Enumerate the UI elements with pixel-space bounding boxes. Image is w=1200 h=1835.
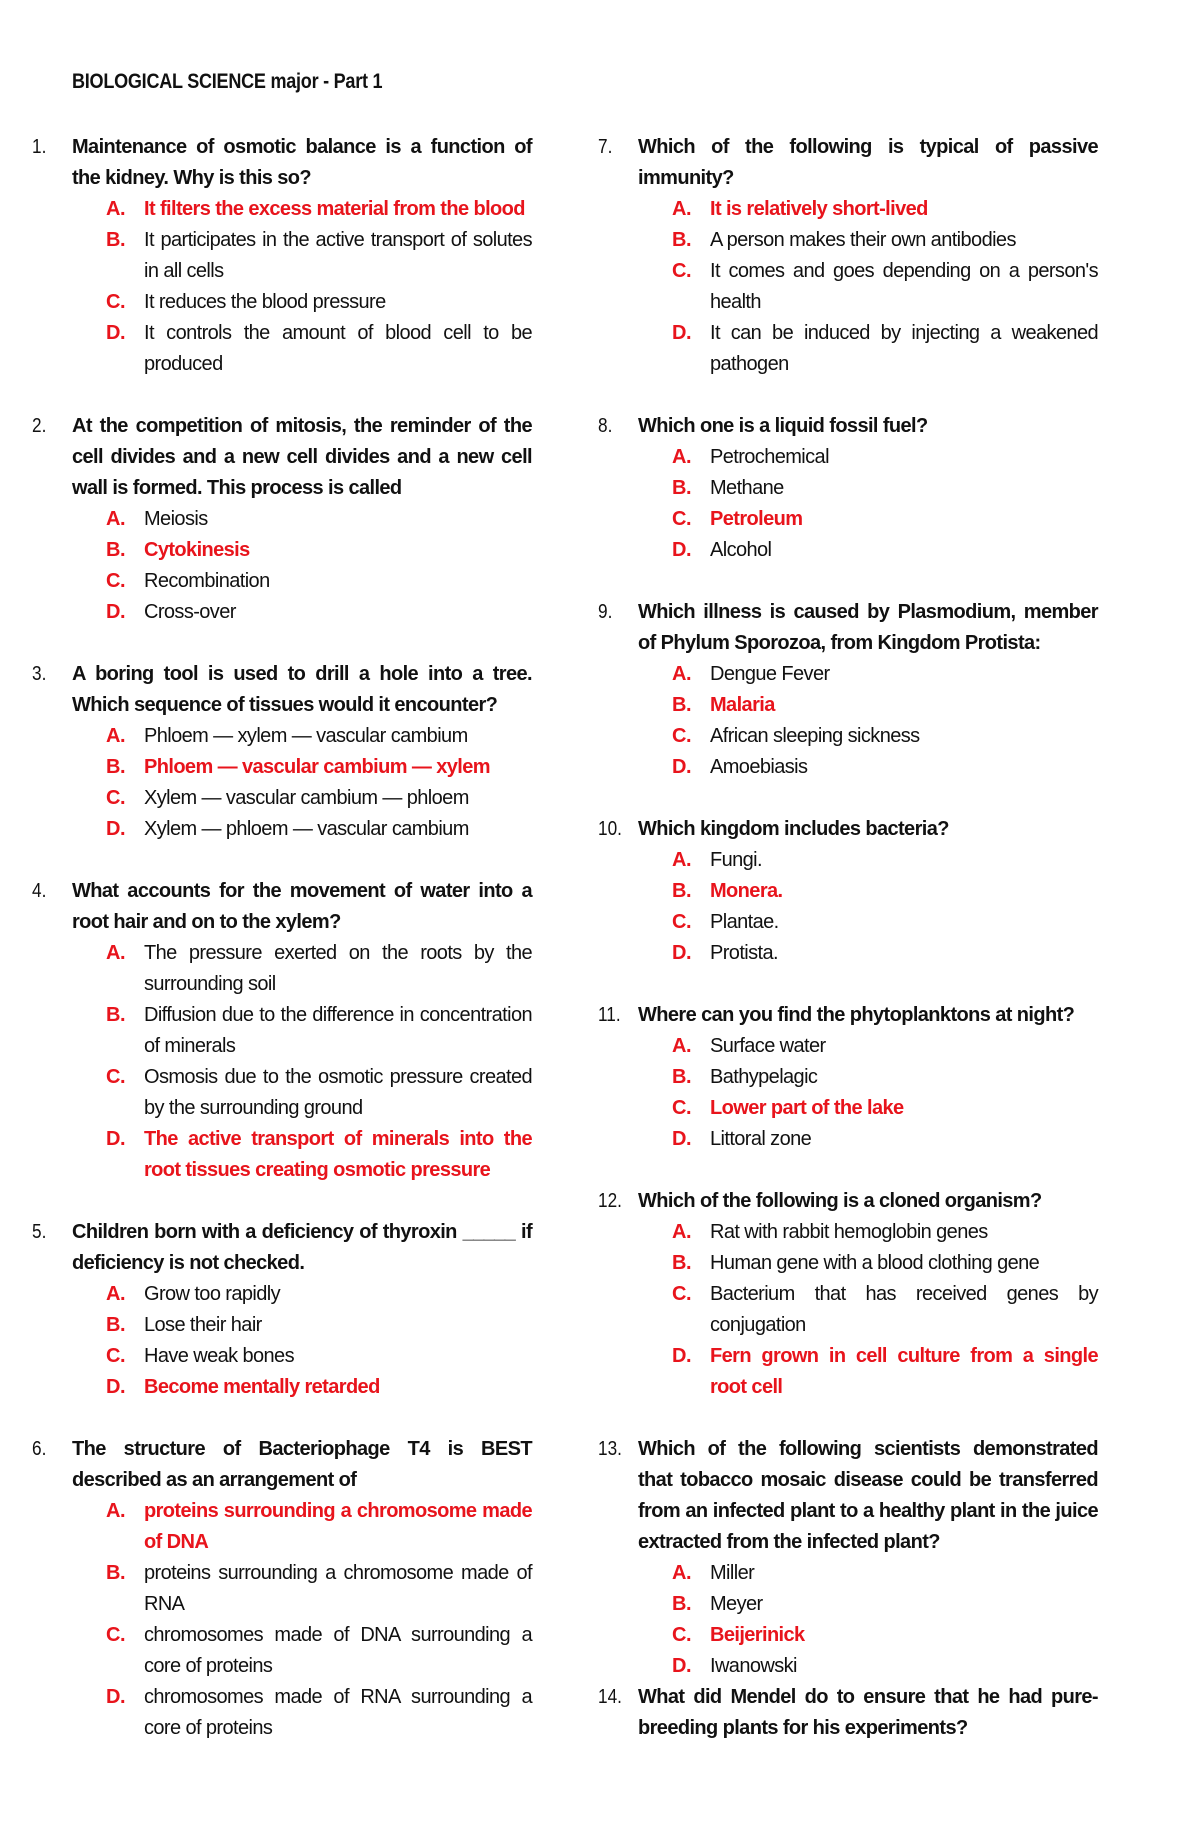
question-number: 6.	[32, 1438, 47, 1460]
option-text: Petroleum	[710, 508, 803, 530]
question-3	[32, 659, 532, 845]
option-text: African sleeping sickness	[710, 725, 920, 747]
option-text: Human gene with a blood clothing gene	[710, 1252, 1040, 1274]
option-b	[106, 1558, 532, 1620]
option-letter: B.	[672, 694, 692, 716]
option-b	[672, 1248, 1098, 1279]
option-letter: C.	[672, 911, 692, 933]
option-a	[106, 721, 532, 752]
option-letter: B.	[106, 229, 126, 251]
option-letter: C.	[672, 725, 692, 747]
option-list	[32, 721, 532, 845]
option-letter: A.	[106, 508, 126, 530]
question-text: Which illness is caused by Plasmodium, member of Phylum Sporozoa, from Kingdom Protista:	[638, 601, 1098, 654]
option-a	[106, 938, 532, 1000]
left-column	[32, 132, 532, 1744]
option-d-correct	[106, 1124, 532, 1186]
option-letter: A.	[106, 1500, 126, 1522]
option-list	[598, 442, 1098, 566]
option-d	[106, 318, 532, 380]
option-a	[672, 442, 1098, 473]
option-text: Phloem — xylem — vascular cambium	[144, 725, 468, 747]
question-number: 2.	[32, 415, 47, 437]
option-letter: D.	[672, 539, 692, 561]
option-text: Diffusion due to the difference in concentration of minerals	[144, 1004, 532, 1057]
option-list	[598, 194, 1098, 380]
option-text: Bathypelagic	[710, 1066, 818, 1088]
option-letter: D.	[672, 1655, 692, 1677]
option-letter: A.	[672, 198, 692, 220]
option-c	[106, 1341, 532, 1372]
question-1	[32, 132, 532, 380]
option-letter: D.	[106, 818, 126, 840]
question-12	[598, 1186, 1098, 1403]
option-c	[106, 1620, 532, 1682]
option-b	[672, 1062, 1098, 1093]
option-list	[32, 194, 532, 380]
option-text: Phloem — vascular cambium — xylem	[144, 756, 490, 778]
option-c	[106, 287, 532, 318]
question-text: Which of the following scientists demonstrated that tobacco mosaic disease could be transferred from an infected plant to a healthy plant in the juice extracted from the infected plant?	[638, 1438, 1098, 1553]
question-2	[32, 411, 532, 628]
option-list	[32, 1279, 532, 1403]
option-letter: D.	[106, 1686, 126, 1708]
question-number: 7.	[598, 136, 613, 158]
option-text: The active transport of minerals into the root tissues creating osmotic pressure	[144, 1128, 532, 1181]
option-text: Protista.	[710, 942, 778, 964]
option-text: chromosomes made of RNA surrounding a core of proteins	[144, 1686, 532, 1739]
option-letter: D.	[106, 322, 126, 344]
question-number: 4.	[32, 880, 47, 902]
option-a-correct	[672, 194, 1098, 225]
option-text: proteins surrounding a chromosome made of RNA	[144, 1562, 532, 1615]
option-a	[672, 1217, 1098, 1248]
option-text: proteins surrounding a chromosome made of DNA	[144, 1500, 532, 1553]
question-6	[32, 1434, 532, 1744]
question-text: Children born with a deficiency of thyroxin _____ if deficiency is not checked.	[72, 1221, 532, 1274]
option-letter: C.	[106, 291, 126, 313]
option-letter: A.	[106, 942, 126, 964]
option-text: Meyer	[710, 1593, 763, 1615]
option-text: Osmosis due to the osmotic pressure created by the surrounding ground	[144, 1066, 532, 1119]
option-b	[672, 225, 1098, 256]
page-title: BIOLOGICAL SCIENCE major - Part 1	[72, 70, 383, 93]
option-c	[672, 256, 1098, 318]
option-letter: D.	[106, 1128, 126, 1150]
option-c-correct	[672, 1093, 1098, 1124]
question-11	[598, 1000, 1098, 1155]
option-text: Alcohol	[710, 539, 772, 561]
option-text: It comes and goes depending on a person's health	[710, 260, 1098, 313]
question-text: What did Mendel do to ensure that he had pure-breeding plants for his experiments?	[638, 1686, 1098, 1739]
option-letter: A.	[672, 1562, 692, 1584]
option-letter: B.	[106, 1004, 126, 1026]
question-8	[598, 411, 1098, 566]
option-letter: C.	[106, 1345, 126, 1367]
option-letter: A.	[106, 198, 126, 220]
option-d	[672, 1124, 1098, 1155]
option-text: The pressure exerted on the roots by the surrounding soil	[144, 942, 532, 995]
option-a	[672, 1558, 1098, 1589]
option-letter: C.	[672, 1283, 692, 1305]
option-letter: B.	[106, 1562, 126, 1584]
option-c	[106, 1062, 532, 1124]
option-text: Beijerinick	[710, 1624, 805, 1646]
option-text: Cytokinesis	[144, 539, 250, 561]
question-text: The structure of Bacteriophage T4 is BEST described as an arrangement of	[72, 1438, 532, 1491]
option-text: A person makes their own antibodies	[710, 229, 1016, 251]
option-c-correct	[672, 504, 1098, 535]
option-text: Have weak bones	[144, 1345, 294, 1367]
option-text: It is relatively short-lived	[710, 198, 928, 220]
question-10	[598, 814, 1098, 969]
option-d	[672, 535, 1098, 566]
option-d-correct	[106, 1372, 532, 1403]
option-text: Surface water	[710, 1035, 826, 1057]
option-text: Fungi.	[710, 849, 762, 871]
option-list	[32, 938, 532, 1186]
option-text: Monera.	[710, 880, 783, 902]
question-text: Where can you find the phytoplanktons at night?	[638, 1004, 1075, 1026]
option-letter: D.	[106, 1376, 126, 1398]
question-number: 12.	[598, 1190, 622, 1212]
question-number: 11.	[598, 1004, 621, 1026]
option-letter: D.	[106, 601, 126, 623]
option-letter: C.	[672, 1097, 692, 1119]
option-letter: C.	[106, 1624, 126, 1646]
question-text: Which kingdom includes bacteria?	[638, 818, 949, 840]
option-letter: A.	[672, 1221, 692, 1243]
option-b	[106, 225, 532, 287]
option-a	[672, 845, 1098, 876]
question-number: 13.	[598, 1438, 622, 1460]
option-letter: C.	[672, 260, 692, 282]
question-text: Which of the following is a cloned organism?	[638, 1190, 1042, 1212]
option-d	[672, 1651, 1098, 1682]
option-b-correct	[672, 690, 1098, 721]
question-14	[598, 1682, 1098, 1744]
question-number: 9.	[598, 601, 613, 623]
option-letter: A.	[672, 663, 692, 685]
option-d	[672, 752, 1098, 783]
option-d	[672, 318, 1098, 380]
option-letter: B.	[672, 1252, 692, 1274]
option-letter: A.	[672, 849, 692, 871]
option-letter: B.	[106, 1314, 126, 1336]
question-4	[32, 876, 532, 1186]
option-letter: D.	[672, 756, 692, 778]
option-b-correct	[672, 876, 1098, 907]
question-9	[598, 597, 1098, 783]
option-c	[672, 1279, 1098, 1341]
option-list	[598, 845, 1098, 969]
question-7	[598, 132, 1098, 380]
question-text: Which of the following is typical of passive immunity?	[638, 136, 1098, 189]
option-letter: C.	[106, 787, 126, 809]
option-b	[672, 473, 1098, 504]
option-text: Littoral zone	[710, 1128, 812, 1150]
option-list	[598, 659, 1098, 783]
option-text: Malaria	[710, 694, 775, 716]
option-letter: B.	[672, 477, 692, 499]
option-text: Rat with rabbit hemoglobin genes	[710, 1221, 988, 1243]
option-letter: C.	[106, 1066, 126, 1088]
question-text: At the competition of mitosis, the reminder of the cell divides and a new cell divides and a new cell wall is formed. This process is called	[72, 415, 532, 499]
option-a	[106, 1279, 532, 1310]
option-a	[106, 504, 532, 535]
option-letter: D.	[672, 322, 692, 344]
option-letter: B.	[672, 1593, 692, 1615]
option-text: Recombination	[144, 570, 270, 592]
question-5	[32, 1217, 532, 1403]
option-c-correct	[672, 1620, 1098, 1651]
option-d	[106, 814, 532, 845]
option-text: It filters the excess material from the blood	[144, 198, 525, 220]
option-letter: A.	[106, 1283, 126, 1305]
option-text: It reduces the blood pressure	[144, 291, 386, 313]
option-list	[598, 1558, 1098, 1682]
option-b-correct	[106, 752, 532, 783]
option-list	[598, 1031, 1098, 1155]
option-text: Petrochemical	[710, 446, 829, 468]
option-text: Dengue Fever	[710, 663, 830, 685]
option-text: Become mentally retarded	[144, 1376, 380, 1398]
option-letter: D.	[672, 942, 692, 964]
option-text: Methane	[710, 477, 784, 499]
option-letter: B.	[672, 229, 692, 251]
question-number: 1.	[32, 136, 47, 158]
option-letter: D.	[672, 1345, 692, 1367]
option-text: Iwanowski	[710, 1655, 797, 1677]
option-d	[106, 597, 532, 628]
option-letter: C.	[106, 570, 126, 592]
question-number: 14.	[598, 1686, 622, 1708]
option-a-correct	[106, 194, 532, 225]
option-text: Meiosis	[144, 508, 208, 530]
option-c	[106, 566, 532, 597]
option-text: Bacterium that has received genes by conjugation	[710, 1283, 1098, 1336]
option-text: chromosomes made of DNA surrounding a core of proteins	[144, 1624, 532, 1677]
option-text: Lower part of the lake	[710, 1097, 904, 1119]
question-text: What accounts for the movement of water into a root hair and on to the xylem?	[72, 880, 532, 933]
question-13	[598, 1434, 1098, 1682]
option-letter: C.	[672, 508, 692, 530]
option-a	[672, 1031, 1098, 1062]
question-text: Which one is a liquid fossil fuel?	[638, 415, 928, 437]
option-text: Xylem — vascular cambium — phloem	[144, 787, 469, 809]
right-column	[598, 132, 1098, 1744]
option-b	[106, 1000, 532, 1062]
option-text: Fern grown in cell culture from a single root cell	[710, 1345, 1098, 1398]
option-c	[672, 907, 1098, 938]
option-b	[106, 1310, 532, 1341]
option-c	[106, 783, 532, 814]
question-number: 8.	[598, 415, 613, 437]
question-text: A boring tool is used to drill a hole into a tree. Which sequence of tissues would it encounter?	[72, 663, 532, 716]
option-list	[32, 1496, 532, 1744]
option-letter: D.	[672, 1128, 692, 1150]
question-number: 3.	[32, 663, 47, 685]
option-a-correct	[106, 1496, 532, 1558]
option-text: Lose their hair	[144, 1314, 262, 1336]
option-b-correct	[106, 535, 532, 566]
option-list	[32, 504, 532, 628]
question-number: 10.	[598, 818, 622, 840]
option-letter: A.	[672, 1035, 692, 1057]
option-b	[672, 1589, 1098, 1620]
option-letter: A.	[106, 725, 126, 747]
option-text: Amoebiasis	[710, 756, 808, 778]
option-text: It can be induced by injecting a weakened pathogen	[710, 322, 1098, 375]
option-text: It controls the amount of blood cell to be produced	[144, 322, 532, 375]
option-d	[106, 1682, 532, 1744]
option-d-correct	[672, 1341, 1098, 1403]
option-text: Xylem — phloem — vascular cambium	[144, 818, 469, 840]
option-letter: B.	[106, 756, 126, 778]
option-list	[598, 1217, 1098, 1403]
option-d	[672, 938, 1098, 969]
option-a	[672, 659, 1098, 690]
option-letter: B.	[672, 880, 692, 902]
option-text: Miller	[710, 1562, 755, 1584]
option-text: Cross-over	[144, 601, 236, 623]
option-c	[672, 721, 1098, 752]
option-letter: B.	[106, 539, 126, 561]
option-letter: B.	[672, 1066, 692, 1088]
option-letter: A.	[672, 446, 692, 468]
option-text: Grow too rapidly	[144, 1283, 281, 1305]
option-text: It participates in the active transport of solutes in all cells	[144, 229, 532, 282]
option-text: Plantae.	[710, 911, 779, 933]
question-number: 5.	[32, 1221, 47, 1243]
question-text: Maintenance of osmotic balance is a function of the kidney. Why is this so?	[72, 136, 532, 189]
option-letter: C.	[672, 1624, 692, 1646]
